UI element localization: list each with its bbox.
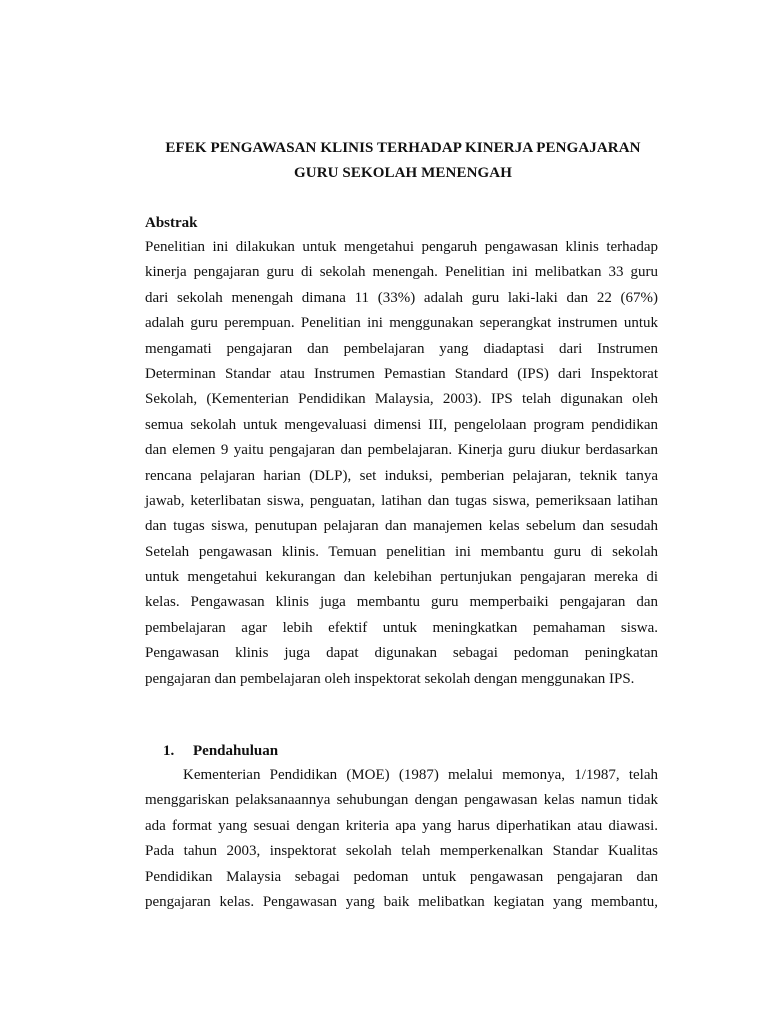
abstract-line: mengamati pengajaran dan pembelajaran yang diadaptasi dari Instrumen: [145, 340, 658, 357]
abstract-line: pembelajaran agar lebih efektif untuk meningkatkan pemahaman siswa.: [145, 619, 658, 636]
abstract-line: dari sekolah menengah dimana 11 (33%) adalah guru laki-laki dan 22 (67%): [145, 289, 658, 306]
abstract-line: Sekolah, (Kementerian Pendidikan Malaysia, 2003). IPS telah digunakan oleh: [145, 391, 658, 408]
abstract-line: kelas. Pengawasan klinis juga membantu guru memperbaiki pengajaran dan: [145, 594, 658, 611]
introduction-paragraph: [145, 765, 658, 917]
abstract-line: dan elemen 9 yaitu pengajaran dan pembelajaran. Kinerja guru diukur berdasarkan: [145, 442, 658, 459]
abstract-line: Pengawasan klinis juga dapat digunakan sebagai pedoman peningkatan: [145, 645, 658, 662]
abstract-line: adalah guru perempuan. Penelitian ini menggunakan seperangkat instrumen untuk: [145, 315, 658, 332]
abstract-line: Setelah pengawasan klinis. Temuan penelitian ini membantu guru di sekolah: [145, 543, 658, 560]
intro-line: Kementerian Pendidikan (MOE) (1987) melalui memonya, 1/1987, telah: [183, 767, 658, 783]
abstract-line: kinerja pengajaran guru di sekolah menengah. Penelitian ini melibatkan 33 guru: [145, 264, 658, 281]
document-title-line-1: EFEK PENGAWASAN KLINIS TERHADAP KINERJA PENGAJARAN: [165, 140, 641, 156]
abstract-line: rencana pelajaran harian (DLP), set induksi, pemberian pelajaran, teknik tanya: [145, 467, 658, 484]
abstract-line: jawab, keterlibatan siswa, penguatan, latihan dan tugas siswa, pemeriksaan latihan: [145, 492, 658, 509]
section-title: Pendahuluan: [193, 743, 279, 759]
abstract-line: Determinan Standar atau Instrumen Pemastian Standard (IPS) dari Inspektorat: [145, 365, 658, 382]
abstract-heading: Abstrak: [145, 215, 198, 231]
abstract-line: untuk mengetahui kekurangan dan kelebihan pertunjukan pengajaran mereka di: [145, 569, 658, 586]
section-number: 1.: [163, 743, 175, 759]
intro-line: ada format yang sesuai dengan kriteria apa yang harus diperhatikan atau diawasi.: [145, 817, 658, 834]
abstract-line: Penelitian ini dilakukan untuk mengetahui pengaruh pengawasan klinis terhadap: [145, 239, 658, 255]
section-heading-introduction: [163, 741, 278, 761]
intro-line: pengajaran kelas. Pengawasan yang baik melibatkan kegiatan yang membantu,: [145, 893, 658, 910]
abstract-line: semua sekolah untuk mengevaluasi dimensi III, pengelolaan program pendidikan: [145, 416, 658, 433]
abstract-line: pengajaran dan pembelajaran oleh inspektorat sekolah dengan menggunakan IPS.: [145, 670, 635, 687]
intro-line: menggariskan pelaksanaannya sehubungan dengan pengawasan kelas namun tidak: [145, 792, 658, 809]
abstract-line: dan tugas siswa, penutupan pelajaran dan manajemen kelas sebelum dan sesudah: [145, 518, 658, 535]
intro-line: Pendidikan Malaysia sebagai pedoman untuk pengawasan pengajaran dan: [145, 868, 658, 885]
intro-line: Pada tahun 2003, inspektorat sekolah telah memperkenalkan Standar Kualitas: [145, 843, 658, 860]
abstract-paragraph: [145, 237, 658, 694]
document-title-line-2: GURU SEKOLAH MENENGAH: [294, 165, 512, 181]
